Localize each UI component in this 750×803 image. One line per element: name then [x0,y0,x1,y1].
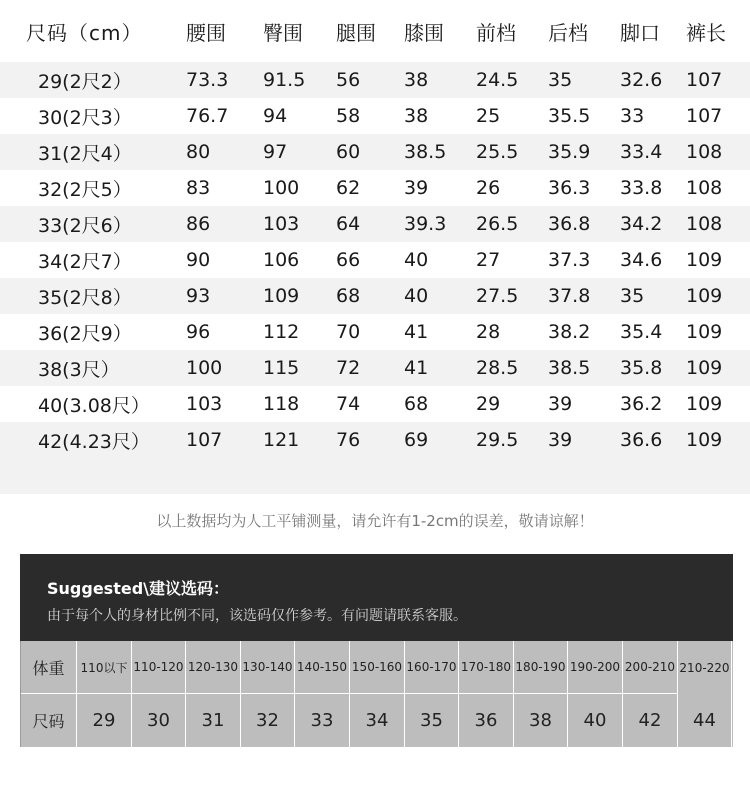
weight-range-cell: 110以下 [77,641,132,694]
cell-knee: 40 [404,249,429,271]
cell-length: 109 [686,249,723,271]
cell-thigh: 70 [336,321,361,343]
cell-length: 108 [686,213,723,235]
cell-back-rise: 38.5 [548,357,591,379]
cell-waist: 103 [186,393,223,415]
cell-back-rise: 39 [548,393,573,415]
weight-range-cell: 160-170 [405,641,459,694]
cell-hip: 118 [263,393,300,415]
weight-range-cell: 200-210 [623,641,678,694]
cell-length: 108 [686,177,723,199]
cell-hip: 100 [263,177,300,199]
cell-length: 109 [686,357,723,379]
cell-length: 109 [686,429,723,451]
cell-length: 109 [686,285,723,307]
cell-knee: 38.5 [404,141,447,163]
table-row [0,206,750,242]
cell-front-rise: 29 [476,393,501,415]
recommended-size-cell: 32 [241,694,295,747]
cell-thigh: 62 [336,177,361,199]
table-header [0,0,750,62]
cell-back-rise: 35.9 [548,141,591,163]
recommended-size-cell: 34 [350,694,405,747]
cell-thigh: 76 [336,429,361,451]
cell-back-rise: 37.3 [548,249,591,271]
header-thigh: 腿围 [336,20,376,45]
cell-size: 38(3尺） [38,358,120,381]
cell-waist: 76.7 [186,105,229,127]
cell-waist: 86 [186,213,211,235]
recommended-size-cell: 42 [623,694,678,747]
table-row [0,350,750,386]
cell-hip: 109 [263,285,300,307]
weight-range-cell: 210-220 [678,641,732,694]
cell-front-rise: 28.5 [476,357,519,379]
cell-knee: 41 [404,321,429,343]
recommended-size-cell: 35 [405,694,459,747]
cell-leg-opening: 33.4 [620,141,663,163]
cell-knee: 38 [404,69,429,91]
header-size: 尺码（cm） [26,20,143,45]
weight-range-cell: 120-130 [186,641,241,694]
cell-back-rise: 39 [548,429,573,451]
cell-waist: 73.3 [186,69,229,91]
cell-size: 36(2尺9） [38,322,132,345]
cell-front-rise: 25 [476,105,501,127]
cell-back-rise: 38.2 [548,321,591,343]
cell-back-rise: 36.3 [548,177,591,199]
cell-hip: 97 [263,141,288,163]
weight-label: 体重 [21,641,77,694]
size-label: 尺码 [21,694,77,747]
cell-knee: 40 [404,285,429,307]
cell-thigh: 56 [336,69,361,91]
table-row [0,278,750,314]
cell-front-rise: 29.5 [476,429,519,451]
recommended-size-cell: 31 [186,694,241,747]
cell-back-rise: 36.8 [548,213,591,235]
cell-front-rise: 24.5 [476,69,519,91]
weight-range-cell: 190-200 [568,641,623,694]
cell-leg-opening: 35 [620,285,645,307]
weight-range-cell: 110-120 [132,641,186,694]
cell-knee: 38 [404,105,429,127]
cell-hip: 115 [263,357,300,379]
suggestion-description: 由于每个人的身材比例不同，该选码仅作参考。有问题请联系客服。 [47,608,467,624]
header-waist: 腰围 [186,20,226,45]
cell-leg-opening: 36.2 [620,393,663,415]
cell-back-rise: 35 [548,69,573,91]
suggestion-title: Suggested\建议选码： [47,579,229,598]
cell-waist: 107 [186,429,223,451]
cell-size: 35(2尺8） [38,286,132,309]
recommended-size-cell: 29 [77,694,132,747]
recommended-size-cell: 30 [132,694,186,747]
cell-length: 107 [686,69,723,91]
cell-knee: 39.3 [404,213,447,235]
cell-thigh: 66 [336,249,361,271]
cell-front-rise: 26.5 [476,213,519,235]
cell-leg-opening: 35.8 [620,357,663,379]
cell-back-rise: 35.5 [548,105,591,127]
header-back-rise: 后档 [548,20,588,45]
header-front-rise: 前档 [476,20,516,45]
cell-thigh: 72 [336,357,361,379]
cell-hip: 106 [263,249,300,271]
weight-size-grid [20,641,733,747]
cell-leg-opening: 36.6 [620,429,663,451]
weight-range-cell: 180-190 [514,641,568,694]
cell-waist: 96 [186,321,211,343]
cell-leg-opening: 34.2 [620,213,663,235]
header-knee: 膝围 [404,20,444,45]
table-row [0,62,750,98]
weight-range-cell: 150-160 [350,641,405,694]
table-row [0,242,750,278]
table-body [0,62,750,458]
header-leg-opening: 脚口 [620,20,660,45]
header-hip: 臀围 [263,20,303,45]
cell-leg-opening: 33.8 [620,177,663,199]
cell-waist: 90 [186,249,211,271]
weight-range-cell: 140-150 [295,641,350,694]
cell-leg-opening: 35.4 [620,321,663,343]
cell-front-rise: 26 [476,177,501,199]
cell-knee: 39 [404,177,429,199]
cell-size: 40(3.08尺） [38,394,150,417]
cell-leg-opening: 33 [620,105,645,127]
cell-waist: 93 [186,285,211,307]
cell-size: 30(2尺3） [38,106,132,129]
cell-size: 31(2尺4） [38,142,132,165]
recommended-size-cell: 40 [568,694,623,747]
cell-waist: 100 [186,357,223,379]
cell-waist: 83 [186,177,211,199]
cell-length: 108 [686,141,723,163]
cell-front-rise: 27 [476,249,501,271]
cell-knee: 41 [404,357,429,379]
cell-hip: 112 [263,321,300,343]
weight-range-cell: 170-180 [459,641,514,694]
recommended-size-cell: 44 [678,694,732,747]
cell-length: 107 [686,105,723,127]
cell-thigh: 58 [336,105,361,127]
cell-size: 34(2尺7） [38,250,132,273]
cell-size: 33(2尺6） [38,214,132,237]
recommended-size-cell: 33 [295,694,350,747]
table-row [0,134,750,170]
suggestion-banner [20,554,733,641]
cell-knee: 68 [404,393,429,415]
cell-size: 32(2尺5） [38,178,132,201]
cell-hip: 91.5 [263,69,306,91]
cell-back-rise: 37.8 [548,285,591,307]
cell-front-rise: 27.5 [476,285,519,307]
cell-hip: 121 [263,429,300,451]
cell-hip: 94 [263,105,288,127]
cell-hip: 103 [263,213,300,235]
cell-length: 109 [686,393,723,415]
recommended-size-cell: 36 [459,694,514,747]
recommended-size-cell: 38 [514,694,568,747]
table-row [0,314,750,350]
size-suggestion-panel [20,554,733,747]
header-length: 裤长 [686,20,726,45]
table-row [0,98,750,134]
cell-knee: 69 [404,429,429,451]
cell-front-rise: 28 [476,321,501,343]
cell-size: 42(4.23尺） [38,430,150,453]
table-footer-band [0,458,750,494]
table-row [0,386,750,422]
cell-thigh: 64 [336,213,361,235]
weight-range-cell: 130-140 [241,641,295,694]
cell-size: 29(2尺2） [38,70,132,93]
table-row [0,170,750,206]
measurement-note: 以上数据均为人工平铺测量，请允许有1-2cm的误差，敬请谅解！ [156,512,594,530]
table-row [0,422,750,458]
cell-leg-opening: 32.6 [620,69,663,91]
cell-thigh: 68 [336,285,361,307]
cell-thigh: 74 [336,393,361,415]
cell-waist: 80 [186,141,211,163]
cell-length: 109 [686,321,723,343]
cell-leg-opening: 34.6 [620,249,663,271]
cell-thigh: 60 [336,141,361,163]
cell-front-rise: 25.5 [476,141,519,163]
